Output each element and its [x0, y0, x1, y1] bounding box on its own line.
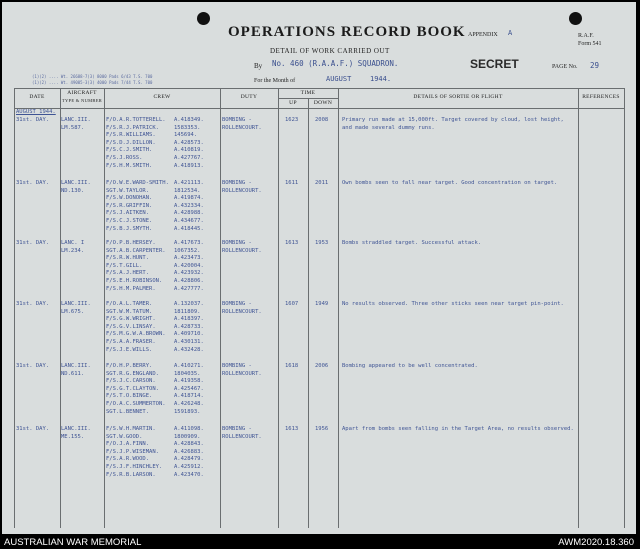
- unit-name: No. 460 (R.A.A.F.) SQUADRON.: [272, 59, 399, 68]
- col-header-up: UP: [289, 100, 297, 106]
- col-rule: [220, 88, 221, 528]
- col-header-date: DATE: [29, 94, 45, 100]
- sortie-crew: F/S.W.H.MARTIN. SGT.W.GOOD. F/O.J.A.FINN. F/S.J.P.WISEMAN. F/S.A.R.WOOD. F/S.J.F.HINCHLEY. F/S.R.B.LARSON.: [106, 426, 163, 478]
- month-value: AUGUST: [326, 75, 352, 83]
- sortie-up: 1613: [285, 240, 299, 246]
- col-header-aircraft: AIRCRAFT: [67, 90, 97, 96]
- sortie-down: 1953: [315, 240, 329, 246]
- page-number-label: PAGE No.: [552, 64, 578, 70]
- sortie-service: A.410271. 1804035. A.419358. A.425467. A.418714. A.426248. 1591893.: [174, 363, 204, 415]
- table-top-rule: [14, 88, 624, 89]
- sortie-up: 1611: [285, 180, 299, 186]
- sortie-aircraft: LANC.III. ME.155.: [61, 426, 91, 440]
- sortie-details: Primary run made at 15,000ft. Target covered by cloud, lost height, and made several dummy runs.: [342, 117, 564, 131]
- by-label: By: [254, 62, 263, 70]
- col-rule: [14, 88, 15, 528]
- sortie-down: 1956: [315, 426, 329, 432]
- stamp-line-1: (1)(2) .... Wt. 26688-7(3) 8000 Pads 6/43 T.S. 700: [32, 74, 153, 79]
- sortie-crew: F/O.W.E.WARD-SMITH. SGT.W.TAYLOR. F/S.W.DONOHAN. F/S.R.GRIFFIN. F/S.J.AITKEN. F/S.C.J.STONE. F/S.B.J.SMYTH.: [106, 180, 169, 232]
- sortie-service: A.411098. 1800909. A.428843. A.426883. A.428479. A.425912. A.423470.: [174, 426, 204, 478]
- punch-hole-right: [569, 12, 582, 25]
- sortie-duty: BOMBING - ROLLENCOURT.: [222, 301, 262, 315]
- punch-hole-left: [197, 12, 210, 25]
- col-header-references: REFERENCES: [582, 94, 620, 100]
- sortie-duty: BOMBING - ROLLENCOURT.: [222, 426, 262, 440]
- sortie-service: A.132037. 1811809. A.418397. A.428733. A.409710. A.430131. A.432428.: [174, 301, 204, 353]
- sortie-duty: BOMBING - ROLLENCOURT.: [222, 363, 262, 377]
- footer-right: AWM2020.18.360: [558, 537, 634, 548]
- sortie-details: Apart from bombs seen falling in the Target Area, no results observed.: [342, 426, 574, 432]
- form-number: [578, 32, 602, 48]
- sortie-details: Bombing appeared to be well concentrated.: [342, 363, 478, 369]
- page-title: OPERATIONS RECORD BOOK: [228, 24, 466, 40]
- sortie-up: 1618: [285, 363, 299, 369]
- sortie-duty: BOMBING - ROLLENCOURT.: [222, 117, 262, 131]
- sortie-details: Bombs straddled target. Successful attack.: [342, 240, 482, 246]
- sortie-date: 31st. DAY.: [16, 117, 50, 123]
- col-rule: [624, 88, 625, 528]
- raf-line-1: R.A.F.: [578, 33, 594, 39]
- sortie-details: No results observed. Three other sticks seen near target pin-point.: [342, 301, 564, 307]
- page-subtitle: DETAIL OF WORK CARRIED OUT: [270, 47, 390, 55]
- sortie-date: 31st. DAY.: [16, 426, 50, 432]
- col-header-crew: CREW: [153, 94, 171, 100]
- stamp-line-2: (1)(2) .... Wt. 49005-3(3) 4000 Pads 7/44 T.S. 700: [32, 80, 153, 85]
- sortie-down: 2008: [315, 117, 329, 123]
- month-label: For the Month of: [254, 78, 296, 84]
- sortie-service: A.421113. 1812534. A.419874. A.432334. A.428988. A.434677. A.418445.: [174, 180, 204, 232]
- sortie-up: 1613: [285, 426, 299, 432]
- section-heading: AUGUST 1944.: [16, 109, 56, 115]
- sortie-crew: F/O.H.P.BERRY. SGT.R.G.ENGLAND. F/S.J.C.CARSON. F/S.G.T.CLAYTON. F/S.T.O.BINGE. F/O.A.C.SUMMERTON. SGT.L.BENNET.: [106, 363, 166, 415]
- col-rule: [104, 88, 105, 528]
- sortie-crew: F/O.A.L.TAMER. SGT.W.M.TATUM. F/S.G.W.WRIGHT. F/S.G.V.LINSAY. F/S.M.G.W.A.BROWN. F/S.A.A.FRASER. F/S.J.E.WILLS.: [106, 301, 166, 353]
- footer-left: AUSTRALIAN WAR MEMORIAL: [4, 537, 142, 548]
- col-header-details: DETAILS OF SORTIE OR FLIGHT: [413, 94, 503, 100]
- sortie-service: A.417673. 1067352. A.423473. A.420004. A.423932. A.428806. A.427777.: [174, 240, 204, 292]
- sortie-aircraft: LANC.III. LM.675.: [61, 301, 91, 315]
- sortie-date: 31st. DAY.: [16, 240, 50, 246]
- sortie-aircraft: LANC.III. ND.130.: [61, 180, 91, 194]
- table-header-rule: [14, 108, 624, 109]
- raf-line-2: Form 541: [578, 41, 602, 47]
- sortie-up: 1623: [285, 117, 299, 123]
- sortie-service: A.418349. 1583353. 145694. A.428573. A.410819. A.427767. A.418913.: [174, 117, 204, 169]
- sortie-crew: F/O.A.R.TOTTERELL. F/S.R.J.PATRICK. F/S.R.WILLIAMS. F/S.D.J.DILLON. F/S.C.J.SMITH. F/S.J.ROSS. F/S.H.M.SMITH.: [106, 117, 166, 169]
- secret-stamp: SECRET: [470, 57, 519, 71]
- col-header-time: TIME: [300, 90, 316, 96]
- appendix-value: A: [508, 29, 513, 37]
- sortie-date: 31st. DAY.: [16, 180, 50, 186]
- sortie-down: 2006: [315, 363, 329, 369]
- sortie-duty: BOMBING - ROLLENCOURT.: [222, 180, 262, 194]
- col-rule: [338, 88, 339, 528]
- sortie-details: Own bombs seen to fall near target. Good concentration on target.: [342, 180, 558, 186]
- page-number-value: 29: [590, 61, 600, 70]
- sortie-down: 2011: [315, 180, 329, 186]
- col-header-aircraft-type: TYPE & NUMBER: [61, 98, 103, 103]
- time-split-rule: [278, 98, 338, 99]
- sortie-aircraft: LANC. I LM.234.: [61, 240, 85, 254]
- record-sheet: [2, 2, 636, 534]
- sortie-aircraft: LANC.III. ND.611.: [61, 363, 91, 377]
- sortie-duty: BOMBING - ROLLENCOURT.: [222, 240, 262, 254]
- sortie-up: 1607: [285, 301, 299, 307]
- sortie-date: 31st. DAY.: [16, 363, 50, 369]
- sortie-aircraft: LANC.III. LM.587.: [61, 117, 91, 131]
- appendix-label: APPENDIX: [468, 32, 498, 38]
- col-header-duty: DUTY: [240, 94, 258, 100]
- sortie-date: 31st. DAY.: [16, 301, 50, 307]
- year-value: 1944.: [370, 75, 392, 83]
- col-rule: [308, 98, 309, 528]
- printer-stamp: [32, 74, 152, 86]
- sortie-down: 1949: [315, 301, 329, 307]
- col-header-down: DOWN: [313, 100, 333, 106]
- col-rule: [278, 88, 279, 528]
- col-rule: [578, 88, 579, 528]
- sortie-crew: F/O.P.B.HERSEY. SGT.A.B.CARPENTER. F/S.R.W.HUNT. F/S.T.GILL. F/S.A.J.HERT. F/S.E.H.ROBINSON. F/S.H.M.PALMER.: [106, 240, 166, 292]
